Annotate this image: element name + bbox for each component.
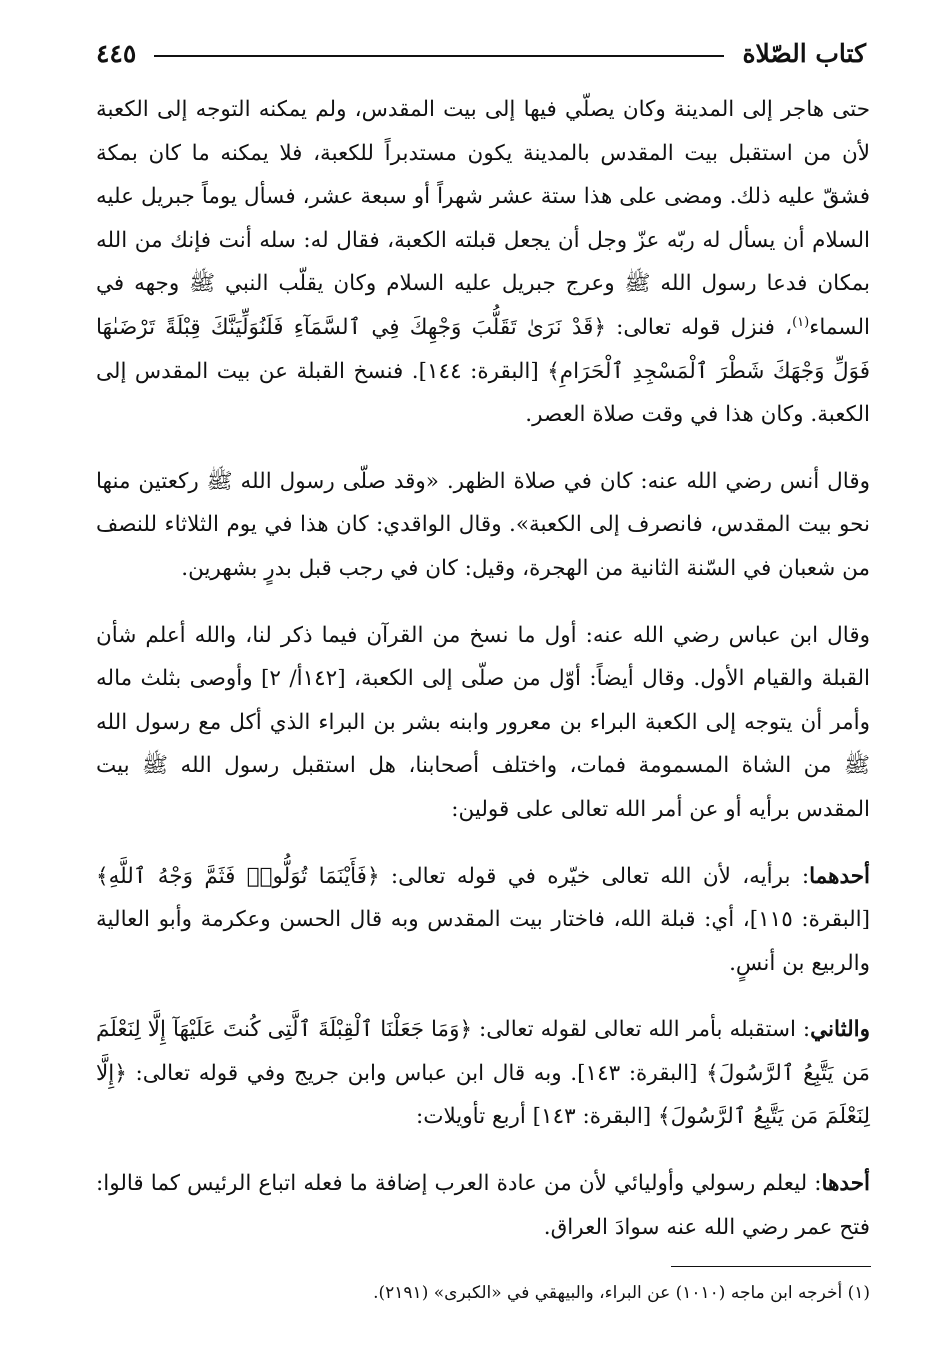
paragraph-qibla-change: [96, 88, 870, 437]
paragraph-ibn-abbas: [96, 614, 870, 832]
paragraph-lead: أحدهما: [809, 863, 870, 889]
running-header: [96, 28, 866, 78]
paragraph-first-opinion: [96, 855, 870, 986]
page-number: ٤٤٥: [96, 38, 137, 68]
paragraph-text: حتى هاجر إلى المدينة وكان يصلّي فيها إلى بيت المقدس، ولم يمكنه التوجه إلى الكعبة لأن من استقبل بيت المقدس بالمدينة يكون مستدبراً للكعبة، فلا يمكنه ما كان بمكة فشقّ عليه ذلك. ومضى على هذا ستة عشر شهراً أو سبعة عشر، فسأل يوماً جبريل عليه السلام أن يسأل له ربّه عزّ وجل أن يجعل قبلته الكعبة، فقال له: سله أنت فإنك من الله بمكان فدعا رسول الله ﷺ وعرج جبريل عليه السلام وكان يقلّب النبي ﷺ وجهه في السماء: [96, 97, 870, 340]
paragraph-text: وقال ابن عباس رضي الله عنه: أول ما نسخ من القرآن فيما ذكر لنا، والله أعلم شأن القبلة والقيام الأول. وقال أيضاً: أوّل من صلّى إلى الكعبة، [١٤٢أ/ ٢] وأوصى بثلث ماله وأمر أن يتوجه إلى الكعبة البراء بن معرور وابنه بشر بن البراء الذي أكل مع رسول الله ﷺ من الشاة المسمومة فمات، واختلف أصحابنا، هل استقبل رسول الله ﷺ بيت المقدس برأيه أو عن أمر الله تعالى على قولين:: [96, 622, 870, 822]
paragraph-text-continued: ، فنزل قوله تعالى: ﴿قَدْ نَرَىٰ تَقَلُّبَ وَجْهِكَ فِي ٱلسَّمَآءِ فَلَنُوَلِّيَنَّكَ قِبْلَةً تَرْضَىٰهَا فَوَلِّ وَجْهَكَ شَطْرَ ٱلْمَسْجِدِ ٱلْحَرَامِ﴾ [البقرة: ١٤٤]. فنسخ القبلة عن بيت المقدس إلى الكعبة. وكان هذا في وقت صلاة العصر.: [96, 314, 870, 428]
paragraph-second-opinion: [96, 1008, 870, 1139]
footnote-separator: [671, 1266, 871, 1267]
paragraph-text: وقال أنس رضي الله عنه: كان في صلاة الظهر. «وقد صلّى رسول الله ﷺ ركعتين منها نحو بيت المقدس، فانصرف إلى الكعبة». وقال الواقدي: كان هذا في يوم الثلاثاء للنصف من شعبان في السّنة الثانية من الهجرة، وقيل: كان في رجب قبل بدرٍ بشهرين.: [96, 468, 871, 581]
paragraph-lead: والثاني: [810, 1017, 870, 1043]
header-rule: [154, 55, 724, 57]
footnote: (١) أخرجه ابن ماجه (١٠١٠) عن البراء، والبيهقي في «الكبرى» (٢١٩١).: [373, 1283, 870, 1303]
paragraph-text: : برأيه، لأن الله تعالى خيّره في قوله تعالى: ﴿فَأَيْنَمَا تُوَلُّوا۟ فَثَمَّ وَجْهُ ٱللَّهِ﴾ [البقرة: ١١٥]، أي: قبلة الله، فاختار بيت المقدس وبه قال الحسن وعكرمة وأبو العالية والربيع بن أنسٍ.: [96, 863, 870, 976]
paragraph-text: : ليعلم رسولي وأوليائي لأن من عادة العرب إضافة ما فعله اتباع الرئيس كما قالوا: فتح عمر رضي الله عنه سوادَ العراق.: [96, 1171, 870, 1240]
paragraph-text: : استقبله بأمر الله تعالى لقوله تعالى: ﴿وَمَا جَعَلْنَا ٱلْقِبْلَةَ ٱلَّتِى كُنتَ عَلَيْهَآ إِلَّا لِنَعْلَمَ مَن يَتَّبِعُ ٱلرَّسُولَ﴾ [البقرة: ١٤٣]. وبه قال ابن عباس وابن جريج وفي قوله تعالى: ﴿إِلَّا لِنَعْلَمَ مَن يَتَّبِعُ ٱلرَّسُولَ﴾ [البقرة: ١٤٣] أربع تأويلات:: [96, 1017, 870, 1130]
paragraph-first-interpretation: [96, 1162, 870, 1249]
paragraph-lead: أحدها: [821, 1171, 870, 1197]
footnote-reference: (١): [792, 314, 810, 330]
chapter-title: كتاب الصّلاة: [742, 38, 866, 68]
paragraph-anas: [96, 460, 870, 591]
main-text: [96, 88, 870, 1249]
